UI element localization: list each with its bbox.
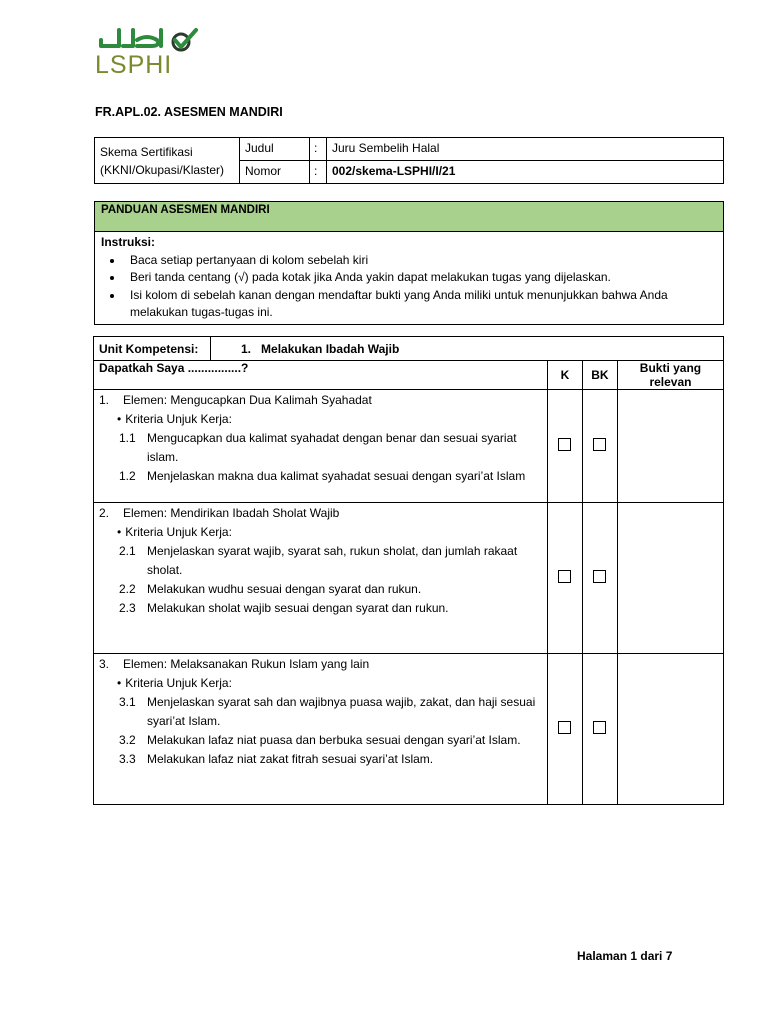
unit-number: 1. (241, 341, 252, 356)
criteria-item: 3.3 Melakukan lafaz niat zakat fitrah sesuai syari’at Islam. (119, 752, 434, 766)
kuk-label: • Kriteria Unjuk Kerja: (117, 676, 232, 690)
scheme-value-judul: Juru Sembelih Halal (327, 138, 724, 161)
instruction-label: Instruksi: (101, 235, 156, 249)
bk-checkbox[interactable] (593, 721, 606, 734)
bk-checkbox[interactable] (593, 438, 606, 451)
kuk-label: • Kriteria Unjuk Kerja: (117, 412, 232, 426)
instruction-list (101, 252, 717, 322)
unit-title-cell (211, 337, 724, 361)
bk-checkbox-cell[interactable] (582, 654, 617, 805)
unit-title: Melakukan Ibadah Wajib (261, 341, 400, 356)
kuk-label: • Kriteria Unjuk Kerja: (117, 525, 232, 539)
criteria-item: 1.1 Mengucapkan dua kalimat syahadat dengan benar dan sesuai syariat islam. (119, 431, 517, 464)
criteria-item: 2.1 Menjelaskan syarat wajib, syarat sah, rukun sholat, dan jumlah rakaat sholat. (119, 544, 518, 577)
scheme-table (94, 137, 724, 184)
k-checkbox[interactable] (558, 570, 571, 583)
evidence-cell[interactable] (617, 654, 723, 805)
unit-label: Unit Kompetensi: (94, 337, 211, 361)
element-title: 2. Elemen: Mendirikan Ibadah Sholat Wajib (99, 506, 340, 520)
scheme-field-judul: Judul (240, 138, 310, 161)
element-row (94, 503, 724, 654)
page-footer: Halaman 1 dari 7 (577, 949, 673, 963)
scheme-value-nomor: 002/skema-LSPHI/I/21 (327, 161, 724, 184)
scheme-label-line1: Skema Sertifikasi (100, 144, 193, 159)
col-k: K (547, 361, 582, 390)
guide-box (94, 201, 724, 325)
k-checkbox-cell[interactable] (547, 503, 582, 654)
element-row (94, 654, 724, 805)
col-evidence: Bukti yang relevan (617, 361, 723, 390)
col-bk: BK (582, 361, 617, 390)
k-checkbox[interactable] (558, 438, 571, 451)
instruction-item: • Beri tanda centang (√) pada kotak jika Anda yakin dapat melakukan tugas yang dijelaskan. (124, 269, 717, 287)
document-title: FR.APL.02. ASESMEN MANDIRI (95, 105, 283, 119)
element-cell (94, 503, 548, 654)
evidence-cell[interactable] (617, 503, 723, 654)
criteria-item: 3.2 Melakukan lafaz niat puasa dan berbuka sesuai dengan syari’at Islam. (119, 733, 521, 747)
bk-checkbox[interactable] (593, 570, 606, 583)
logo-text: LSPHI (95, 51, 173, 79)
k-checkbox-cell[interactable] (547, 390, 582, 503)
scheme-sep-nomor: : (310, 161, 327, 184)
element-row (94, 390, 724, 503)
lsphi-logo (95, 26, 201, 80)
unit-table (93, 336, 724, 805)
element-title: 3. Elemen: Melaksanakan Rukun Islam yang lain (99, 657, 370, 671)
element-cell (94, 654, 548, 805)
evidence-cell[interactable] (617, 390, 723, 503)
instruction-item: • Isi kolom di sebelah kanan dengan mendaftar bukti yang Anda miliki untuk menunjukkan bahwa Anda melakukan tugas-tugas ini. (124, 287, 717, 322)
bk-checkbox-cell[interactable] (582, 503, 617, 654)
guide-heading: PANDUAN ASESMEN MANDIRI (95, 202, 723, 232)
guide-body (95, 232, 723, 324)
criteria-item: 2.3 Melakukan sholat wajib sesuai dengan syarat dan rukun. (119, 601, 449, 615)
scheme-label-cell (95, 138, 240, 184)
criteria-item: 3.1 Menjelaskan syarat sah dan wajibnya puasa wajib, zakat, dan haji sesuai syari’at Islam. (119, 695, 536, 728)
criteria-item: 2.2 Melakukan wudhu sesuai dengan syarat dan rukun. (119, 582, 422, 596)
k-checkbox[interactable] (558, 721, 571, 734)
instruction-item: • Baca setiap pertanyaan di kolom sebelah kiri (124, 252, 717, 270)
col-question: Dapatkah Saya ................? (94, 361, 548, 390)
element-cell (94, 390, 548, 503)
element-title: 1. Elemen: Mengucapkan Dua Kalimah Syahadat (99, 393, 372, 407)
bk-checkbox-cell[interactable] (582, 390, 617, 503)
scheme-field-nomor: Nomor (240, 161, 310, 184)
criteria-item: 1.2 Menjelaskan makna dua kalimat syahadat sesuai dengan syari’at Islam (119, 469, 526, 483)
k-checkbox-cell[interactable] (547, 654, 582, 805)
scheme-label-line2: (KKNI/Okupasi/Klaster) (100, 162, 225, 177)
scheme-sep-judul: : (310, 138, 327, 161)
